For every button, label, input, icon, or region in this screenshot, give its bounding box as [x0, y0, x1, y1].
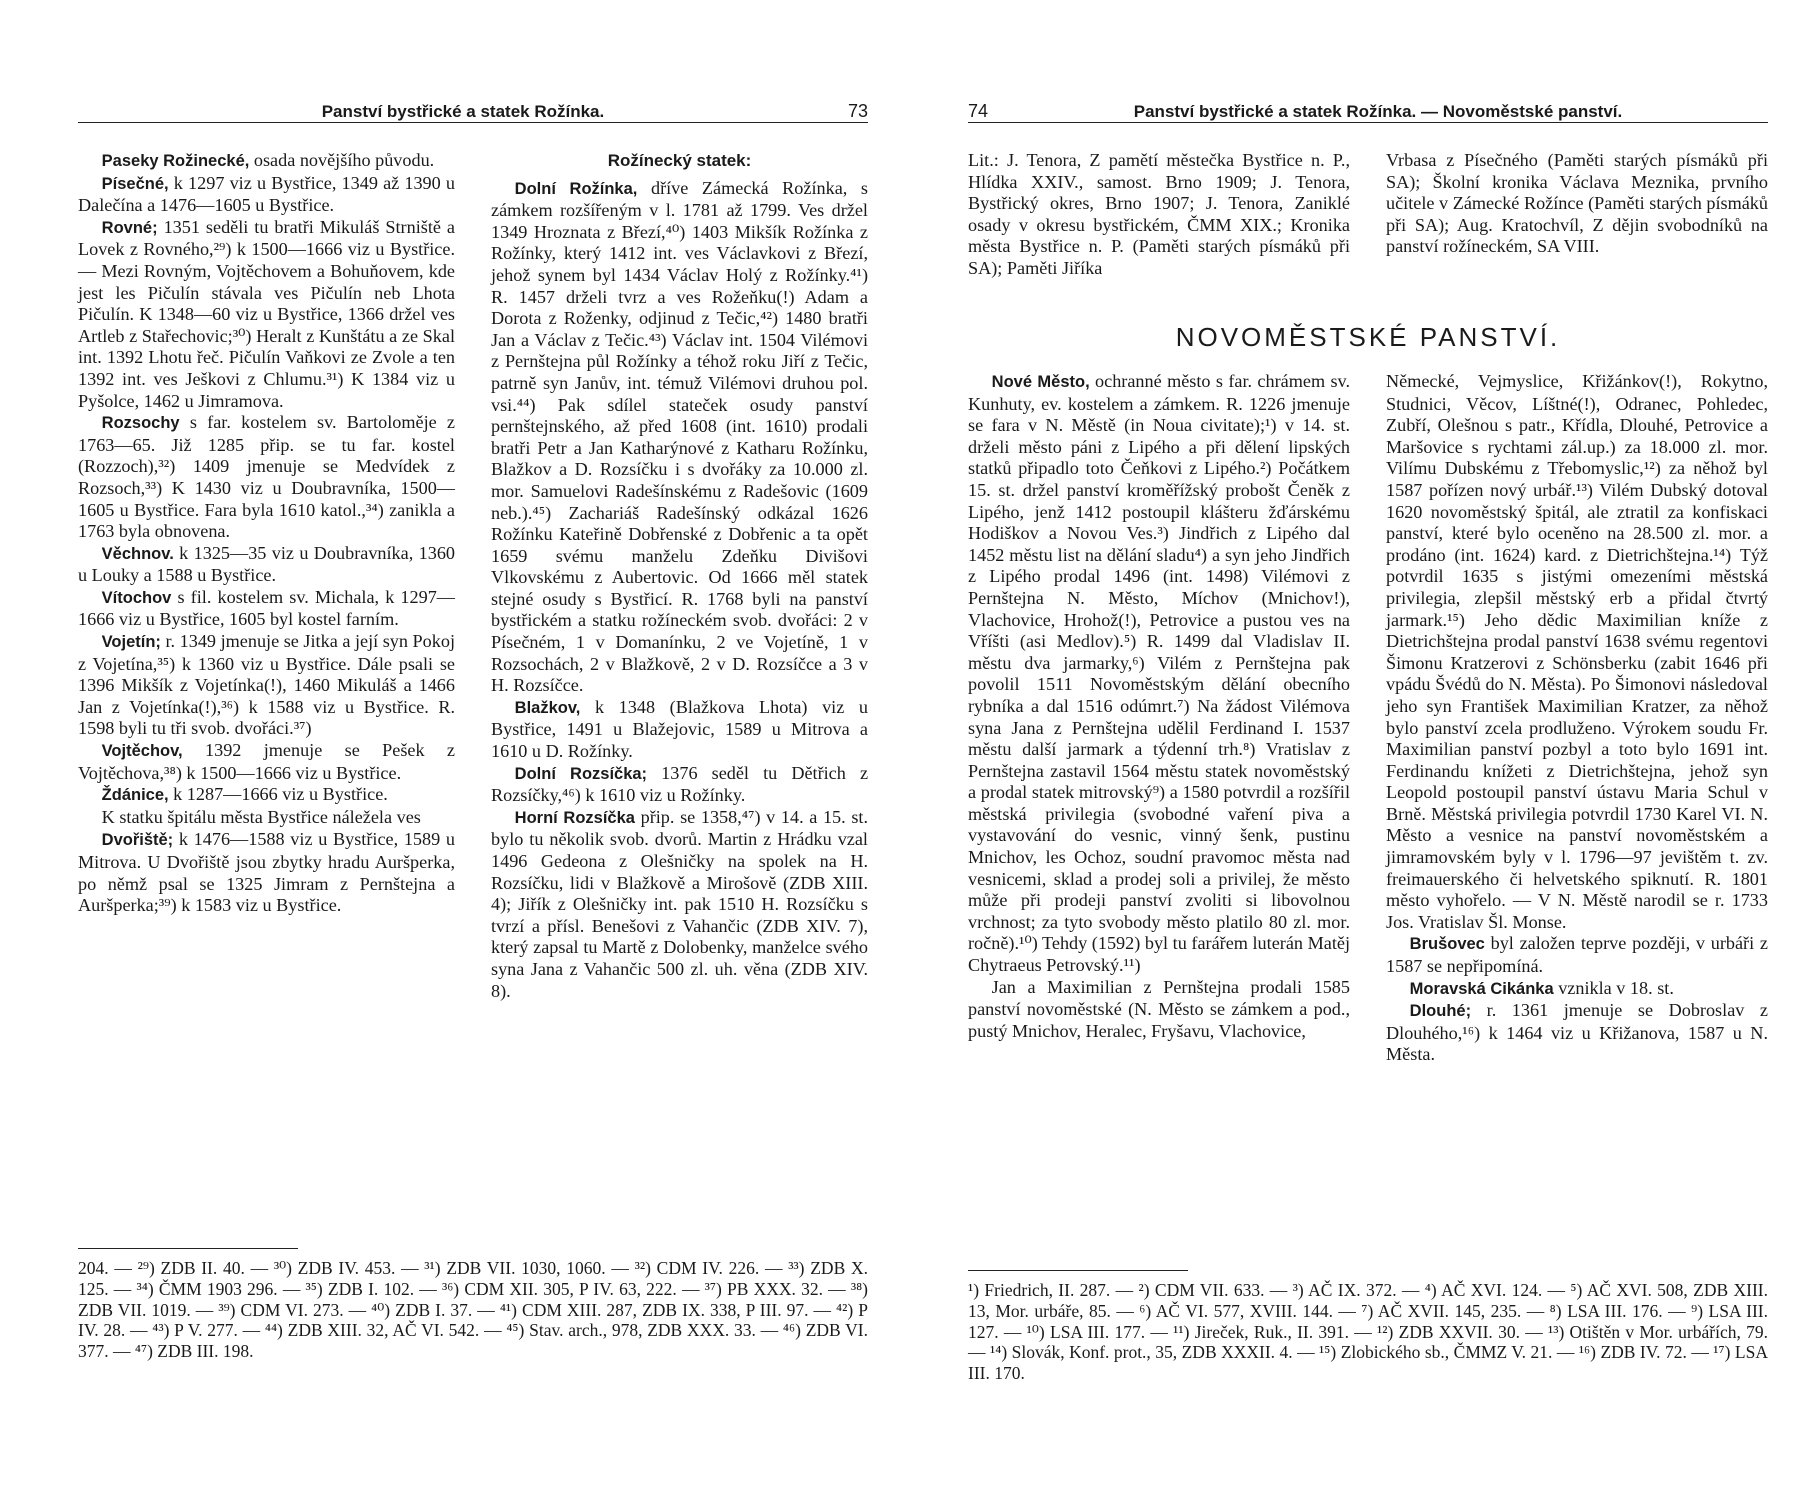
text-columns — [968, 371, 1768, 1066]
footnote-rule — [968, 1270, 1188, 1271]
text-columns — [78, 150, 868, 1002]
literature-text: Lit.: J. Tenora, Z pamětí městečka Bystřice n. P., Hlídka XXIV., samost. Brno 1909; J. Tenora, Bystřický okres, Brno 1907; J. Tenora, Zaniklé osady v okresu bystřickém, ČMM XIX.; Kronika města Bystřice n. P. (Paměti starých písmáků při SA); Paměti Jiříka — [968, 150, 1350, 278]
entry: Vojetín; r. 1349 jmenuje se Jitka a její syn Pokoj z Vojetína,³⁵) k 1360 viz u Bystřice. Dále psali se 1396 Mikšík z Vojetínka(!), 1460 Mikuláš a 1466 Jan z Vojetínka(!),³⁶) k 1588 viz u Bystřice. R. 1598 byli tu tři svob. dvořáci.³⁷) — [78, 631, 455, 739]
entry: Nové Město, ochranné město s far. chrámem sv. Kunhuty, ev. kostelem a zámkem. R. 1226 jmenuje se fara v N. Městě (in Noua civitate);¹) v 14. st. drželi město páni z Lipého a při dělení lipských statků připadlo toto Čeňkovi z Lipého.²) Počátkem 15. st. držel panství kroměřížský probošt Čeněk z Lipého, jenž 1412 postoupil klášteru žďárskému Hodiškov a Novou Ves.³) Jindřich z Lipého dal 1452 městu list na dělání sladu⁴) a syn jeho Jindřich z Lipého prodal 1496 (int. 1498) Vilémovi z Pernštejna N. Město, Míchov (Mnichov!), Vlachovice, Hrohož(!), Petrovice a pustou ves na Vříšti (asi Medlov).⁵) R. 1499 dal Vladislav II. městu dva jarmarky,⁶) Vilém z Pernštejna pak povolil 1511 Novoměstským dělání obecního rybníka a dal 1516 odúmrt.⁷) Na žádost Vilémova syna Jana z Pernštejna udělil Ferdinand I. 1537 městu další jarmark a týdenní trh.⁸) Vratislav z Pernštejna zastavil 1564 městu statek novoměstský a prodal statek mitrovský⁹) a 1580 potvrdil a rozšířil městská privilegia (svobodné vaření piva a vystavování do vesnic, vinný šenk, pustinu Mnichov, les Ochoz, soudní pravomoc města nad vesnicemi, sklad a prodej soli a privilej, že město může při prodeji panství zvoliti si libovolnou vrchnost; za tyto svobody město platilo 80 zl. mor. ročně).¹⁰) Tehdy (1592) byl tu farářem luterán Matěj Chytraeus Petrovský.¹¹) — [968, 371, 1350, 976]
right-column-2 — [1386, 371, 1768, 1066]
header-title: Panství bystřické a statek Rožínka. — Novoměstské panství. — [1133, 102, 1623, 121]
left-column-2 — [491, 150, 868, 1002]
entry: Vojtěchov, 1392 jmenuje se Pešek z Vojtěchova,³⁸) k 1500—1666 viz u Bystřice. — [78, 740, 455, 783]
entry: Dolní Rozsíčka; 1376 seděl tu Dětřich z Rozsíčky,⁴⁶) k 1610 viz u Rožínky. — [491, 762, 869, 806]
literature-col-1 — [968, 150, 1350, 280]
right-page — [968, 0, 1768, 1500]
literature-columns — [968, 150, 1768, 280]
section-block — [968, 322, 1768, 1066]
entry: Vítochov s fil. kostelem sv. Michala, k 1297—1666 viz u Bystřice, 1605 byl kostel farním. — [78, 586, 455, 630]
left-column-1 — [78, 150, 455, 1002]
left-page — [78, 0, 868, 1500]
footnotes: ¹) Friedrich, II. 287. — ²) CDM VII. 633. — ³) AČ IX. 372. — ⁴) AČ XVI. 124. — ⁵) AČ XVI. 508, ZDB XIII. 13, Mor. urbáře, 85. — ⁶) AČ VI. 577, XVIII. 144. — ⁷) AČ XVII. 145, 235. — ⁸) LSA III. 176. — ⁹) LSA III. 127. — ¹⁰) LSA III. 177. — ¹¹) Jireček, Ruk., II. 391. — ¹²) ZDB XXVII. 30. — ¹³) Otištěn v Mor. urbářích, 79. — ¹⁴) Slovák, Konf. prot., 35, ZDB XXXII. 4. — ¹⁵) Zlobického sb., ČMMZ V. 21. — ¹⁶) ZDB IV. 72. — ¹⁷) LSA III. 170. — [968, 1280, 1768, 1384]
entry: Písečné, k 1297 viz u Bystřice, 1349 až 1390 u Dalečína a 1476—1605 u Bystřice. — [78, 172, 456, 216]
entry: Horní Rozsíčka přip. se 1358,⁴⁷) v 14. a 15. st. bylo tu několik svob. dvorů. Martin z Hrádku vzal 1496 Gedeona z Olešničky na spolek na H. Rozsíčku, lidi v Blažkově a Mirošově (ZDB XIII. 4); Jiřík z Olešničky int. pak 1510 H. Rozsíčku s tvrzí a přísl. Benešovi z Vahančic (ZDB XIV. 7), který zapsal tu Martě z Dolobenky, manželce svého syna Jana z Vahančic 500 zl. uh. věna (ZDB XIV. 8). — [491, 806, 869, 1001]
entry: Rozsochy s far. kostelem sv. Bartoloměje z 1763—65. Již 1285 přip. se tu far. kostel (Rozzoch),³²) 1409 jmenuje se Medvídek z Rozsoch,³³) K 1430 viz u Doubravníka, 1500—1605 u Bystřice. Fara byla 1610 katol.,³⁴) zanikla a 1763 byla obnovena. — [78, 412, 456, 542]
right-column-1 — [968, 371, 1350, 1066]
entry: Dvořiště; k 1476—1588 viz u Bystřice, 1589 u Mitrova. U Dvořiště jsou zbytky hradu Auršperka, po němž psal se 1325 Jimram z Pernštejna a Auršperka;³⁹) k 1583 viz u Bystřice. — [78, 829, 455, 916]
footnotes: 204. — ²⁹) ZDB II. 40. — ³⁰) ZDB IV. 453. — ³¹) ZDB VII. 1030, 1060. — ³²) CDM IV. 226. — ³³) ZDB X. 125. — ³⁴) ČMM 1903 296. — ³⁵) ZDB I. 102. — ³⁶) CDM XII. 305, P IV. 63, 222. — ³⁷) PB XXX. 32. — ³⁸) ZDB VII. 1019. — ³⁹) CDM VI. 273. — ⁴⁰) ZDB I. 37. — ⁴¹) CDM XIII. 287, ZDB IX. 338, P III. 97. — ⁴²) P IV. 28. — ⁴³) P V. 277. — ⁴⁴) ZDB XIII. 32, AČ VI. 542. — ⁴⁵) Stav. arch., 978, ZDB XXX. 33. — ⁴⁶) ZDB VI. 377. — ⁴⁷) ZDB III. 198. — [78, 1258, 868, 1362]
entry: Jan a Maximilian z Pernštejna prodali 1585 panství novoměstské (N. Město se zámkem a pod., pustý Mnichov, Heralec, Fryšavu, Vlachovice, — [968, 976, 1350, 1041]
running-header — [78, 92, 868, 123]
entry: Dlouhé; r. 1361 jmenuje se Dobroslav z Dlouhého,¹⁶) k 1464 viz u Křižanova, 1587 u N. Města. — [1386, 1000, 1768, 1065]
entry: Brušovec byl založen teprve později, v urbáři z 1587 se nepřipomíná. — [1386, 933, 1768, 977]
header-title: Panství bystřické a statek Rožínka. — [321, 102, 605, 121]
entry: Věchnov. k 1325—35 viz u Doubravníka, 1360 u Louky a 1588 u Bystřice. — [78, 542, 456, 586]
entry: Rovné; 1351 seděli tu bratři Mikuláš Strniště a Lovek z Rovného,²⁹) k 1500—1666 viz u Bystřice. — Mezi Rovným, Vojtěchovem a Bohuňovem, kde jest les Pičulín stávala ves Pičulín neb Lhota Pičulín. K 1348—60 viz u Bystřice, 1366 držel ves Artleb z Stařechovic;³⁰) Heralt z Kunštátu a ze Skal int. 1392 Lhotu řeč. Pičulín Vaňkovi ze Zvole a ten 1392 int. ves Ješkovi z Chlumu.³¹) K 1384 viz u Pyšolce, 1462 u Jimramova. — [78, 216, 456, 411]
page-number: 73 — [847, 101, 868, 121]
entry: K statku špitálu města Bystřice náležela ves — [101, 806, 421, 827]
entry: Moravská Cikánka vznikla v 18. st. — [1409, 977, 1674, 998]
entry: Německé, Vejmyslice, Křižánkov(!), Rokytno, Studnici, Věcov, Líštné(!), Odranec, Pohledec, Zubří, Olešnou s patr., Křídla, Dlouhé, Petrovice a Maršovice s rychtami zál.up.) za 18.000 zl. mor. Vilímu Dubskému z Třebomyslic,¹²) za něhož byl 1587 pořízen nový urbář.¹³) Vilém Dubský dotoval 1620 novoměstský špitál, ale ztratil za konfiskaci panství, které bylo oceněno na 28.500 zl. mor. a prodáno (int. 1624) kard. z Dietrichštejna.¹⁴) Týž potvrdil 1635 s jistými omezeními městská privilegia, zlepšil městský erb a přidal čtvrtý jarmark.¹⁵) Jeho dědic Maximilian kníže z Dietrichštejna prodal panství 1638 svému regentovi Šimonu Kratzerovi z Schönsberku (zabit 1646 při vpádu Švédů do N. Města). Po Šimonovi následoval jeho syn František Maximilian Kratzer, za něhož bylo panství zcela prodluženo. Výrokem soudu Fr. Maximilian panství pozbyl a toto bylo 1691 int. Ferdinandu knížeti z Dietrichštejna, jehož syn Leopold postoupil panství ústavu Maria Schul v Brně. Městská privilegia potvrdil 1730 Karel VI. N. Město a vesnice na panství novoměstském a jimramovském byly v l. 1796—97 jevištěm t. zv. freimauerského či helvetského spiknutí. R. 1801 město vyhořelo. — V N. Městě narodil se r. 1733 Jos. Vratislav Šl. Monse. — [1386, 371, 1768, 932]
entry: Blažkov, k 1348 (Blažkova Lhota) viz u Bystřice, 1491 u Blažejovic, 1589 u Mitrova a 1610 u D. Rožínky. — [491, 696, 868, 762]
entry: Dolní Rožínka, dříve Zámecká Rožínka, s zámkem rozšířeným v l. 1781 až 1799. Ves držel 1349 Hroznata z Březí,⁴⁰) 1403 Mikšík Rožínka z Rožínky, který 1412 int. ves Václavkovi z Březí, jehož synem byl 1434 Václav Holý z Rožínky.⁴¹) R. 1457 drželi tvrz a ves Rožeňku(!) Adam a Dorota z Roženky, odjinud z Tečic,⁴²) 1480 bratři Jan a Václav z Tečic.⁴³) Václav int. 1504 Vilémovi z Pernštejna půl Rožínky a téhož roku Jiří z Tečic, patrně syn Janův, int. témuž Vilémovi druhou pol. vsi.⁴⁴) Pak sdílel stateček osudy panství pernštejnského, až před 1608 (int. 1610) prodali bratři Petr a Jan Katharýnové z Katharu Rožínku, Blažkov a D. Rozsíčku i s dvořáky za 10.000 zl. mor. Samuelovi Radešínskému z Radešovic (1609 neb.).⁴⁵) Zachariáš Radešínský odkázal 1626 Rožínku Kateřině Dobřenské z Dobřenic a ta opět 1659 svému manželu Zdeňku Divišovi Vlkovskému z Aubertovic. Od 1666 měl statek stejné osudy s Bystřicí. R. 1768 byli na panství bystřickém a statku rožíneckém svob. dvořáci: 2 v Písečném, 1 v Domanínku, 2 ve Vojetíně, 1 v Rozsochách, 2 v Blažkově, 2 v D. Rozsíčce a 3 v H. Rozsíčce. — [491, 177, 868, 696]
page-number: 74 — [968, 101, 989, 121]
entry: Paseky Rožinecké, osada novějšího původu. — [101, 150, 435, 170]
section-title: NOVOMĚSTSKÉ PANSTVÍ. — [1175, 322, 1561, 352]
literature-col-2 — [1386, 150, 1768, 280]
section-heading: Rožínecký statek: — [607, 151, 752, 170]
literature-text: Vrbasa z Písečného (Paměti starých písmáků při SA); Školní kronika Václava Meznika, prvního učitele v Zámecké Rožínce (Paměti starých písmáků při SA); Aug. Kratochvíl, Z dějin svobodníků na panství rožíneckém, SA VIII. — [1386, 150, 1768, 257]
footnote-rule — [78, 1248, 298, 1249]
entry: Ždánice, k 1287—1666 viz u Bystřice. — [101, 784, 388, 805]
running-header — [968, 92, 1768, 123]
